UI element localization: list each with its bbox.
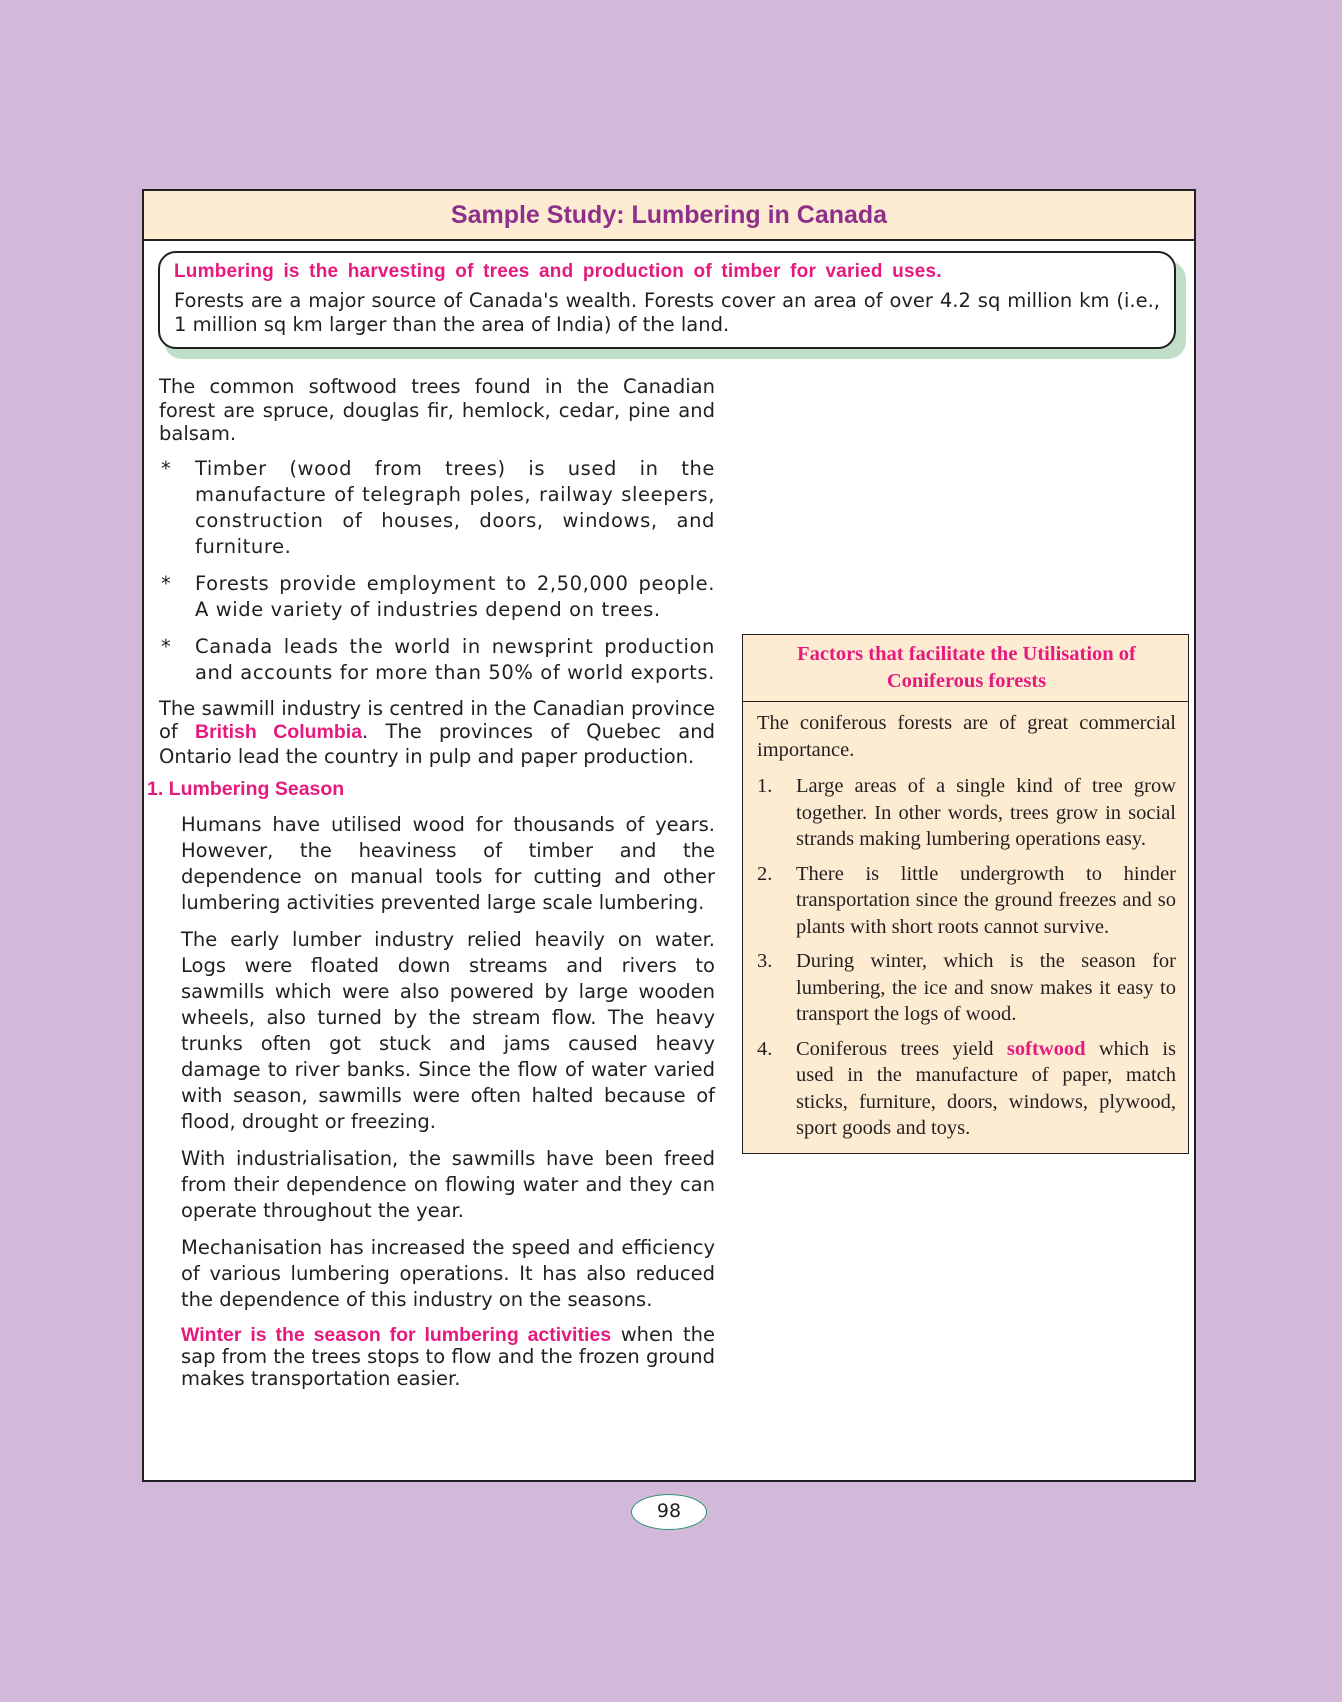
bullet-item <box>159 456 715 560</box>
factor-number: 2. <box>757 862 773 885</box>
sawmill-text-start: The sawmill industry is centred in the Canadian province of <box>159 696 715 743</box>
bullet-text: Timber (wood from trees) is used in the manufacture of telegraph poles, railway sleepers, construction of houses, doors, windows, and furniture. <box>195 456 715 558</box>
bullet-text: Forests provide employment to 2,50,000 people. A wide variety of industries depend on trees. <box>195 571 715 621</box>
factors-divider <box>743 701 1188 702</box>
bullet-marker: * <box>161 456 172 480</box>
factor-item <box>757 861 1176 941</box>
section-paragraph: Mechanisation has increased the speed and efficiency of various lumbering operations. It has also reduced the dependence of this industry on the seasons. <box>181 1235 715 1311</box>
factor-number: 3. <box>757 950 773 972</box>
page-title: Sample Study: Lumbering in Canada <box>144 191 1194 241</box>
bullet-marker: * <box>161 634 172 658</box>
winter-highlight: Winter is the season for lumbering activities <box>181 1323 612 1346</box>
intro-paragraph: The common softwood trees found in the Canadian forest are spruce, douglas fir, hemlock, cedar, pine and balsam. <box>159 375 715 445</box>
factors-intro: The coniferous forests are of great commercial importance. <box>757 712 1176 761</box>
factor-text: Large areas of a single kind of tree grow together. In other words, trees grow in social strands making lumbering operations easy. <box>796 775 1176 850</box>
definition-text: Forests are a major source of Canada's wealth. Forests cover an area of over 4.2 sq million km (i.e., 1 million sq km larger than the area of India) of the land. <box>174 289 1160 336</box>
section-paragraph: Humans have utilised wood for thousands of years. However, the heaviness of timber and the dependence on manual tools for cutting and other lumbering activities prevented large scale lumbering. <box>181 812 715 914</box>
factor-text-end: which is used in the manufacture of paper, match sticks, furniture, doors, windows, plywood, sport goods and toys. <box>796 1037 1176 1139</box>
bullet-text: Canada leads the world in newsprint production and accounts for more than 50% of world exports. <box>195 634 715 684</box>
page-number: 98 <box>631 1494 707 1530</box>
factors-title: Factors that facilitate the Utilisation of Coniferous forests <box>797 643 1136 692</box>
factor-item <box>757 1036 1176 1142</box>
main-column <box>147 375 715 1401</box>
factor-number: 1. <box>757 775 773 797</box>
factor-item <box>757 948 1176 1028</box>
section-paragraph: With industrialisation, the sawmills have been freed from their dependence on flowing water and they can operate throughout the year. <box>181 1146 715 1222</box>
factor-text <box>796 1036 1176 1142</box>
bullet-marker: * <box>161 571 172 595</box>
winter-text: when the sap from the trees stops to flow and the frozen ground makes transportation easier. <box>181 1322 715 1390</box>
factor-item <box>757 773 1176 853</box>
section-paragraph: The early lumber industry relied heavily on water. Logs were floated down streams and rivers to sawmills which were also powered by large wooden wheels, also turned by the stream flow. The heavy trunks often got stuck and jams caused heavy damage to river banks. Since the flow of water varied with season, sawmills were often halted because of flood, drought or freezing. <box>181 927 715 1133</box>
page-frame <box>142 189 1196 1482</box>
sawmill-text-end: . The provinces of Quebec and Ontario lead the country in pulp and paper production. <box>159 720 715 768</box>
section-heading: 1. Lumbering Season <box>147 778 345 800</box>
bullet-item <box>159 571 715 623</box>
winter-paragraph <box>159 1324 715 1390</box>
factors-box <box>742 634 1189 1154</box>
sawmill-paragraph <box>159 697 715 769</box>
definition-box <box>158 251 1176 349</box>
definition-highlight: Lumbering is the harvesting of trees and production of timber for varied uses. <box>174 261 942 282</box>
softwood-highlight: softwood <box>1006 1037 1086 1060</box>
bullet-item <box>159 634 715 686</box>
british-columbia-highlight: British Columbia <box>195 721 363 743</box>
factor-text: During winter, which is the season for lumbering, the ice and snow makes it easy to transport the logs of wood. <box>796 950 1176 1025</box>
factor-number: 4. <box>757 1037 773 1060</box>
factor-text-start: Coniferous trees yield <box>796 1037 1007 1060</box>
factor-text: There is little undergrowth to hinder transportation since the ground freezes and so plants with short roots cannot survive. <box>796 862 1176 938</box>
